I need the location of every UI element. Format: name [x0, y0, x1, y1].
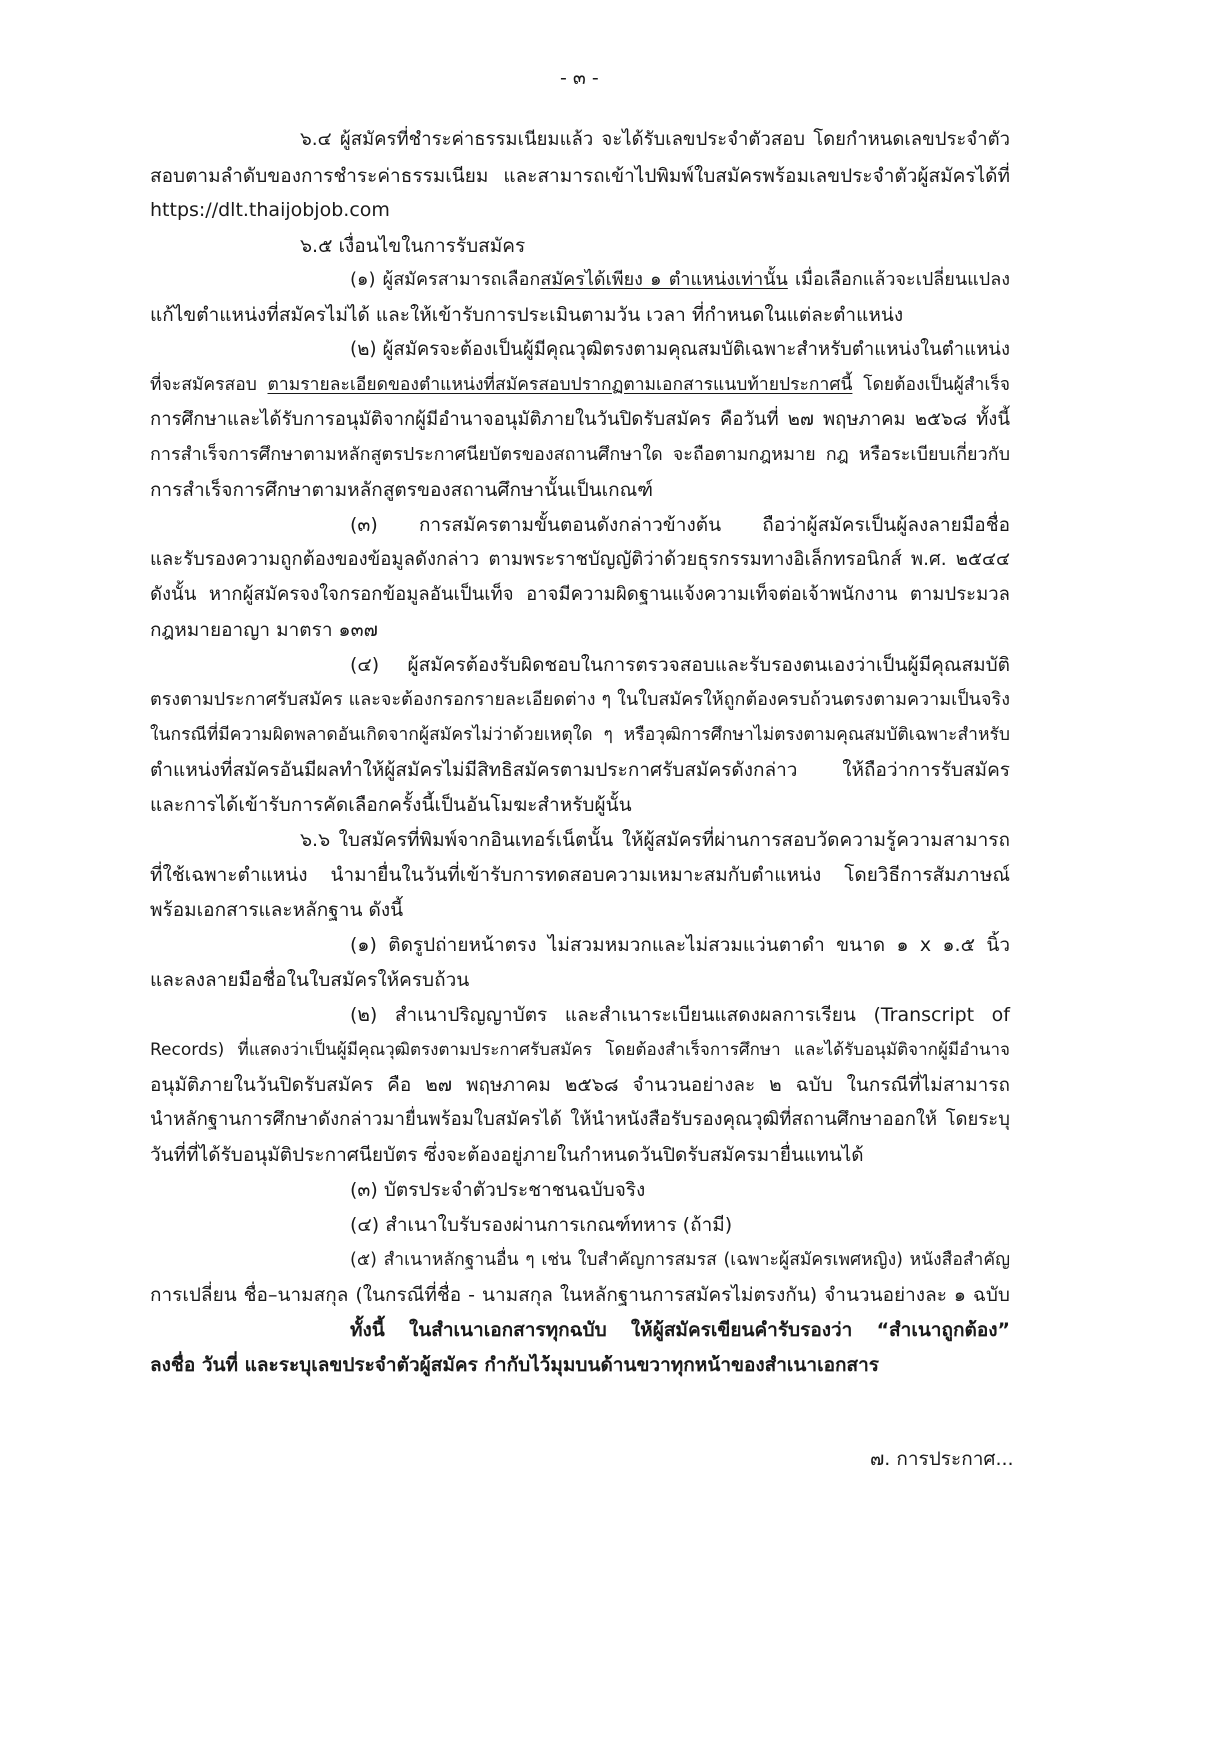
doc-item2-line4: นำหลักฐานการศึกษาดังกล่าวมายื่นพร้อมใบสมัครได้ ให้นำหนังสือรับรองคุณวุฒิที่สถานศึกษาออกให้ โดยระบุ: [150, 1109, 1010, 1130]
doc-item3: (๓) บัตรประจำตัวประชาชนฉบับจริง: [350, 1179, 646, 1201]
continuation-marker: ๗. การประกาศ...: [870, 1448, 1014, 1470]
sec65-item2-line5: การสำเร็จการศึกษาตามหลักสูตรของสถานศึกษานั้นเป็นเกณฑ์: [150, 479, 654, 501]
sec64-line1: ๖.๔ ผู้สมัครที่ชำระค่าธรรมเนียมแล้ว จะได้รับเลขประจำตัวสอบ โดยกำหนดเลขประจำตัว: [300, 129, 1010, 150]
doc-item1-line1: (๑) ติดรูปถ่ายหน้าตรง ไม่สวมหมวกและไม่สวมแว่นตาดำ ขนาด ๑ x ๑.๕ นิ้ว: [350, 934, 1010, 956]
sec65-item4-line3: ในกรณีที่มีความผิดพลาดอันเกิดจากผู้สมัครไม่ว่าด้วยเหตุใด ๆ หรือวุฒิการศึกษาไม่ตรงตามคุณสมบัติเฉพาะสำหรับ: [150, 725, 1010, 745]
sec65-item4-line5: และการได้เข้ารับการคัดเลือกครั้งนี้เป็นอันโมฆะสำหรับผู้นั้น: [150, 794, 632, 816]
sec65-item4-line2: ตรงตามประกาศรับสมัคร และจะต้องกรอกรายละเอียดต่าง ๆ ในใบสมัครให้ถูกต้องครบถ้วนตรงตามความเป็นจริง: [150, 689, 1010, 710]
sec65-item3-line3: ดังนั้น หากผู้สมัครจงใจกรอกข้อมูลอันเป็นเท็จ อาจมีความผิดฐานแจ้งความเท็จต่อเจ้าพนักงาน ตามประมวล: [150, 584, 1010, 605]
doc-item2-line3: อนุมัติภายในวันปิดรับสมัคร คือ ๒๗ พฤษภาคม ๒๕๖๘ จำนวนอย่างละ ๒ ฉบับ ในกรณีที่ไม่สามารถ: [150, 1074, 1010, 1096]
doc-item2-line5: วันที่ที่ได้รับอนุมัติประกาศนียบัตร ซึ่งจะต้องอยู่ภายในกำหนดวันปิดรับสมัครมายื่นแทนได้: [150, 1144, 864, 1166]
sec65-item2-line4: การสำเร็จการศึกษาตามหลักสูตรประกาศนียบัตรของสถานศึกษาใด จะถือตามกฎหมาย กฎ หรือระเบียบเกี่ยวกับ: [150, 444, 1010, 465]
sec66-line2: ที่ใช้เฉพาะตำแหน่ง นำมายื่นในวันที่เข้ารับการทดสอบความเหมาะสมกับตำแหน่ง โดยวิธีการสัมภาษณ์: [150, 864, 1010, 886]
doc-item2-line2: Records) ที่แสดงว่าเป็นผู้มีคุณวุฒิตรงตามประกาศรับสมัคร โดยต้องสำเร็จการศึกษา และได้รับอนุมัติจากผู้มีอำนาจ: [150, 1040, 1010, 1060]
sec65-item1-pre: (๑) ผู้สมัครสามารถเลือก: [350, 269, 541, 290]
sec66-line3: พร้อมเอกสารและหลักฐาน ดังนี้: [150, 899, 404, 921]
sec65-item2-line1: (๒) ผู้สมัครจะต้องเป็นผู้มีคุณวุฒิตรงตามคุณสมบัติเฉพาะสำหรับตำแหน่งในตำแหน่ง: [350, 339, 1010, 360]
sec65-item2-pre: ที่จะสมัครสอบ: [150, 375, 268, 395]
sec64-line2: สอบตามลำดับของการชำระค่าธรรมเนียม และสามารถเข้าไปพิมพ์ใบสมัครพร้อมเลขประจำตัวผู้สมัครได้ที่: [150, 165, 1010, 187]
sec65-heading: ๖.๕ เงื่อนไขในการรับสมัคร: [300, 235, 526, 257]
sec66-line1: ๖.๖ ใบสมัครที่พิมพ์จากอินเทอร์เน็ตนั้น ให้ผู้สมัครที่ผ่านการสอบวัดความรู้ความสามารถ: [300, 829, 1010, 851]
sec65-item4-line4: ตำแหน่งที่สมัครอันมีผลทำให้ผู้สมัครไม่มีสิทธิสมัครตามประกาศรับสมัครดังกล่าว ให้ถือว่าการรับสมัคร: [150, 759, 1010, 781]
sec65-item2-line3: การศึกษาและได้รับการอนุมัติจากผู้มีอำนาจอนุมัติภายในวันปิดรับสมัคร คือวันที่ ๒๗ พฤษภาคม ๒๕๖๘ ทั้งนี้: [150, 409, 1010, 430]
certification-note-line2: ลงชื่อ วันที่ และระบุเลขประจำตัวผู้สมัคร กำกับไว้มุมบนด้านขวาทุกหน้าของสำเนาเอกสาร: [150, 1354, 879, 1376]
sec65-item1-line2: แก้ไขตำแหน่งที่สมัครไม่ได้ และให้เข้ารับการประเมินตามวัน เวลา ที่กำหนดในแต่ละตำแหน่ง: [150, 304, 904, 326]
sec65-item4-line1: (๔) ผู้สมัครต้องรับผิดชอบในการตรวจสอบและรับรองตนเองว่าเป็นผู้มีคุณสมบัติ: [350, 654, 1010, 676]
sec65-item1-underlined: สมัครได้เพียง ๑ ตำแหน่งเท่านั้น: [540, 269, 788, 290]
sec65-item3-line4: กฎหมายอาญา มาตรา ๑๓๗: [150, 619, 378, 641]
sec65-item3-line2: และรับรองความถูกต้องของข้อมูลดังกล่าว ตามพระราชบัญญัติว่าด้วยธุรกรรมทางอิเล็กทรอนิกส์ พ.ศ. ๒๕๔๔: [150, 549, 1010, 570]
sec65-item1-post: เมื่อเลือกแล้วจะเปลี่ยนแปลง: [787, 269, 1011, 290]
sec65-item2-post: โดยต้องเป็นผู้สำเร็จ: [852, 375, 1011, 395]
doc-item4: (๔) สำเนาใบรับรองผ่านการเกณฑ์ทหาร (ถ้ามี): [350, 1214, 733, 1236]
doc-item5-line2: การเปลี่ยน ชื่อ–นามสกุล (ในกรณีที่ชื่อ - นามสกุล ในหลักฐานการสมัครไม่ตรงกัน) จำนวนอย่างละ ๑ ฉบับ: [150, 1284, 1010, 1306]
sec65-item3-line1: (๓) การสมัครตามขั้นตอนดังกล่าวข้างต้น ถือว่าผู้สมัครเป็นผู้ลงลายมือชื่อ: [350, 514, 1010, 536]
doc-item5-line1: (๕) สำเนาหลักฐานอื่น ๆ เช่น ใบสำคัญการสมรส (เฉพาะผู้สมัครเพศหญิง) หนังสือสำคัญ: [350, 1250, 1010, 1270]
sec65-item2-underlined: ตามรายละเอียดของตำแหน่งที่สมัครสอบปรากฏตามเอกสารแนบท้ายประกาศนี้: [267, 375, 853, 395]
sec65-item2-line2: [150, 373, 1010, 397]
page-number: - ๓ -: [560, 67, 599, 89]
doc-item1-line2: และลงลายมือชื่อในใบสมัครให้ครบถ้วน: [150, 969, 470, 991]
doc-item2-line1: (๒) สำเนาปริญญาบัตร และสำเนาระเบียนแสดงผลการเรียน (Transcript of: [350, 1004, 1010, 1026]
certification-note-line1: ทั้งนี้ ในสำเนาเอกสารทุกฉบับ ให้ผู้สมัครเขียนคำรับรองว่า “สำเนาถูกต้อง”: [350, 1319, 1010, 1341]
sec64-url: https://dlt.thaijobjob.com: [150, 199, 390, 221]
sec65-item1-line1: [350, 268, 1010, 292]
